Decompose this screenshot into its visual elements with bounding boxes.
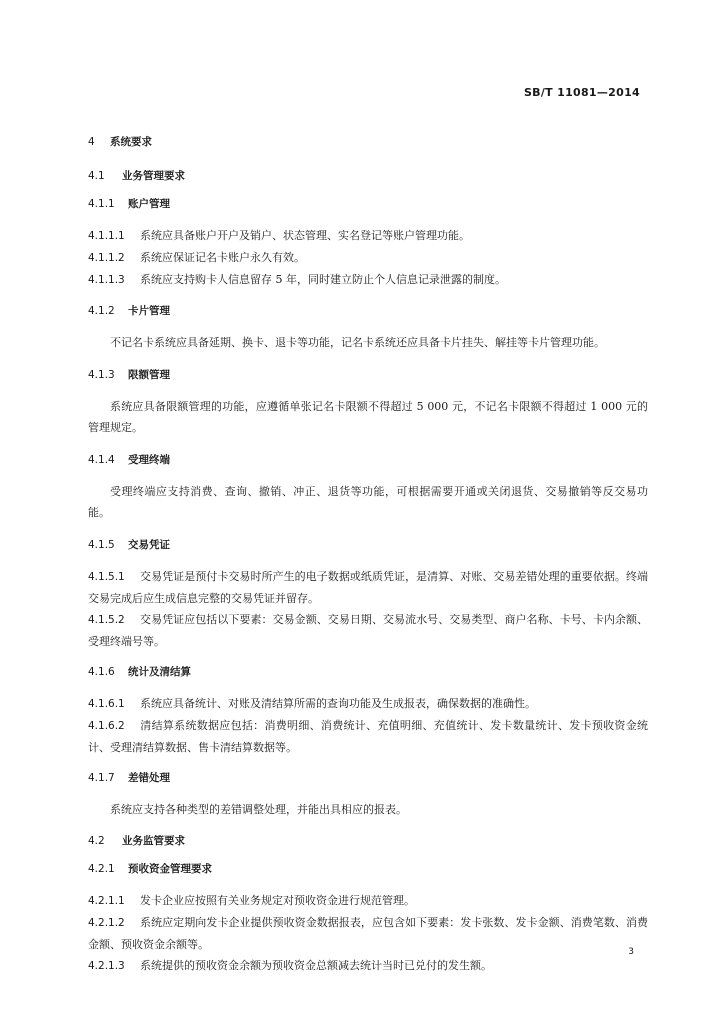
clause-text: 发卡企业应按照有关业务规定对预收资金进行规范管理。 [140, 894, 415, 907]
section-number: 4.2.1 [88, 863, 115, 875]
clause-text: 系统应具备统计、对账及清结算所需的查询功能及生成报表，确保数据的准确性。 [140, 696, 536, 710]
section-number: 4.1.4 [88, 453, 115, 466]
section-number: 4.1.6 [88, 665, 115, 678]
section-number: 4.1.5 [88, 538, 115, 551]
section-paragraph: 系统应支持各种类型的差错调整处理，并能出具相应的报表。 [110, 802, 407, 816]
section-title: 账户管理 [128, 198, 170, 210]
section-title: 受理终端 [128, 453, 170, 466]
section-title: 卡片管理 [128, 305, 170, 317]
section-paragraph: 系统应具备限额管理的功能，应遵循单张记名卡限额不得超过 5 000 元，不记名卡限额不得超过 1 000 元的管理规定。 [88, 399, 648, 434]
section-title: 限额管理 [128, 368, 170, 381]
clause-number: 4.2.1.1 [88, 895, 125, 907]
clause-item [88, 609, 648, 652]
clause-number: 4.1.6.1 [88, 697, 125, 710]
section-number: 4.2 [88, 835, 105, 847]
clause-text: 交易凭证是预付卡交易时所产生的电子数据或纸质凭证，是清算、对账、交易差错处理的重要依据。终端交易完成后应生成信息完整的交易凭证并留存。 [88, 569, 648, 605]
section-heading-4-1-1 [88, 196, 648, 211]
section-title: 预收资金管理要求 [128, 863, 212, 875]
clause-text: 系统应保证记名卡账户永久有效。 [140, 251, 305, 264]
clause-number: 4.1.1.1 [88, 230, 125, 242]
clause-text: 系统应定期向发卡企业提供预收资金数据报表，应包含如下要素：发卡张数、发卡金额、消费笔数、消费金额、预收资金余额等。 [88, 916, 648, 951]
section-number: 4.1.7 [88, 771, 115, 784]
section-title: 业务管理要求 [122, 170, 185, 182]
clause-text: 系统提供的预收资金余额为预收资金总额减去统计当时已兑付的发生额。 [140, 959, 492, 972]
clause-item [88, 693, 648, 715]
section-number: 4.1 [88, 170, 105, 182]
section-title: 系统要求 [110, 136, 152, 148]
clause-number: 4.1.1.2 [88, 252, 125, 264]
section-title: 交易凭证 [128, 538, 170, 551]
section-number: 4.1.2 [88, 305, 115, 317]
section-number: 4.1.1 [88, 198, 115, 210]
clause-text: 系统应支持购卡人信息留存 5 年，同时建立防止个人信息记录泄露的制度。 [140, 273, 506, 286]
clause-item [88, 225, 648, 247]
document-body [88, 134, 648, 977]
section-number: 4.1.3 [88, 368, 115, 381]
clause-item [88, 912, 648, 955]
section-heading-4-1-3 [88, 367, 648, 382]
section-paragraph: 不记名卡系统应具备延期、换卡、退卡等功能，记名卡系统还应具备卡片挂失、解挂等卡片管理功能。 [110, 336, 605, 349]
page-number: 3 [628, 947, 634, 957]
clause-item [88, 955, 648, 977]
clause-text: 交易凭证应包括以下要素：交易金额、交易日期、交易流水号、交易类型、商户名称、卡号、卡内余额、受理终端号等。 [88, 612, 648, 648]
standard-code: SB/T 11081—2014 [523, 86, 640, 99]
section-title: 差错处理 [128, 771, 170, 784]
clause-item [88, 566, 648, 609]
section-number: 4 [88, 136, 95, 148]
clause-number: 4.2.1.2 [88, 917, 125, 929]
clause-item [88, 247, 648, 269]
clause-item [88, 890, 648, 912]
clause-number: 4.1.5.1 [88, 570, 125, 583]
clause-number: 4.1.6.2 [88, 719, 125, 732]
section-heading-4-2-1 [88, 861, 648, 876]
section-heading-4-1-7 [88, 770, 648, 785]
clause-item [88, 715, 648, 758]
section-paragraph: 受理终端应支持消费、查询、撤销、冲正、退货等功能，可根据需要开通或关闭退货、交易撤销等反交易功能。 [88, 484, 648, 519]
section-heading-4-1-5 [88, 537, 648, 552]
section-heading-4-1-2 [88, 303, 648, 318]
clause-item [88, 269, 648, 291]
clause-text: 清结算系统数据应包括：消费明细、消费统计、充值明细、充值统计、发卡数量统计、发卡预收资金统计、受理清结算数据、售卡清结算数据等。 [88, 718, 648, 754]
section-heading-4 [88, 134, 648, 149]
section-heading-4-2 [88, 833, 648, 848]
section-title: 业务监管要求 [122, 835, 185, 847]
clause-number: 4.1.1.3 [88, 274, 125, 286]
section-title: 统计及清结算 [128, 665, 191, 678]
section-heading-4-1-4 [88, 452, 648, 467]
clause-number: 4.1.5.2 [88, 613, 125, 626]
clause-number: 4.2.1.3 [88, 960, 125, 972]
clause-text: 系统应具备账户开户及销户、状态管理、实名登记等账户管理功能。 [140, 229, 470, 242]
section-heading-4-1-6 [88, 664, 648, 679]
section-heading-4-1 [88, 168, 648, 183]
